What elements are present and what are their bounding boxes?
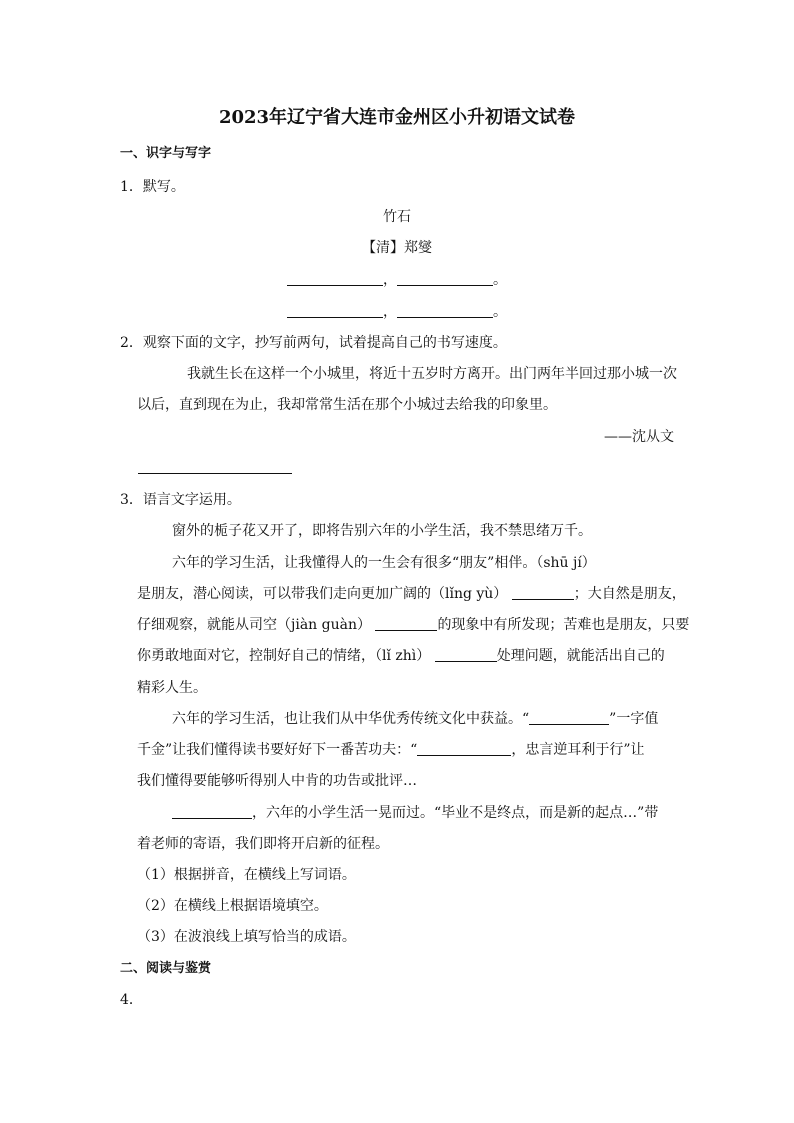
pinyin-answer-blank[interactable] <box>512 585 574 600</box>
context-answer-blank[interactable] <box>417 741 511 756</box>
q3-paragraph-3-line-1: 六年的学习生活，也让我们从中华优秀传统文化中获益。“ ”一字值 <box>172 711 659 727</box>
q3-paragraph-3-line-2: 千金”让我们懂得读书要好好下一番苦功夫：“ ，忠言逆耳利于行”让 <box>137 742 645 758</box>
q3-paragraph-2-line-1: 六年的学习生活，让我懂得人的一生会有很多“朋友”相伴。（shū jí） <box>172 555 596 571</box>
q3-paragraph-2-line-3: 仔细观察，就能从司空（jiàn guàn） 的现象中有所发现；苦难也是朋友，只要 <box>137 617 690 633</box>
answer-blank[interactable] <box>397 303 493 318</box>
poem-author: 【清】郑燮 <box>362 240 432 256</box>
q3-paragraph-4-line-1: ，六年的小学生活一晃而过。“毕业不是终点，而是新的起点…”带 <box>172 803 658 823</box>
context-answer-blank[interactable] <box>529 710 609 725</box>
poem-title: 竹石 <box>383 209 411 225</box>
q3-paragraph-4-line-2: 着老师的寄语，我们即将开启新的征程。 <box>137 836 389 852</box>
question-4-stem: 4． <box>120 992 143 1008</box>
pinyin-answer-blank[interactable] <box>435 647 497 662</box>
q3-subquestion-3: （3）在波浪线上填写恰当的成语。 <box>137 929 356 945</box>
answer-blank[interactable] <box>287 271 383 286</box>
section-heading-1: 一、识字与写字 <box>120 146 212 161</box>
copy-answer-line[interactable] <box>138 458 292 478</box>
answer-blank[interactable] <box>287 303 383 318</box>
question-1-stem: 1．默写。 <box>120 179 185 195</box>
answer-blank[interactable] <box>397 271 493 286</box>
q3-paragraph-2-line-5: 精彩人生。 <box>137 680 207 696</box>
q3-subquestion-2: （2）在横线上根据语境填空。 <box>137 898 328 914</box>
q3-paragraph-1: 窗外的栀子花又开了，即将告别六年的小学生活，我不禁思绪万千。 <box>172 523 592 539</box>
poem-answer-line-2: ， 。 <box>0 302 794 322</box>
page-title: 2023年辽宁省大连市金州区小升初语文试卷 <box>218 107 576 128</box>
q3-paragraph-3-line-3: 我们懂得要能够听得别人中肯的功告或批评… <box>137 773 417 789</box>
q3-paragraph-2-line-2: 是朋友，潜心阅读，可以带我们走向更加广阔的（lǐng yù） ；大自然是朋友， <box>137 586 686 602</box>
passage-line-1: 我就生长在这样一个小城里，将近十五岁时方离开。出门两年半回过那小城一次 <box>187 366 677 382</box>
question-2-stem: 2．观察下面的文字，抄写前两句，试着提高自己的书写速度。 <box>120 335 507 351</box>
section-heading-2: 二、阅读与鉴赏 <box>120 961 212 976</box>
question-3-stem: 3．语言文字运用。 <box>120 492 241 508</box>
passage-author: ——沈从文 <box>604 429 674 445</box>
passage-line-2: 以后，直到现在为止，我却常常生活在那个小城过去给我的印象里。 <box>137 397 557 413</box>
idiom-answer-blank[interactable] <box>172 804 252 819</box>
q3-paragraph-2-line-4: 你勇敢地面对它，控制好自己的情绪，（lǐ zhì） 处理问题，就能活出自己的 <box>137 648 665 664</box>
q3-subquestion-1: （1）根据拼音，在横线上写词语。 <box>137 867 356 883</box>
poem-answer-line-1: ， 。 <box>0 270 794 290</box>
answer-blank[interactable] <box>138 459 292 474</box>
pinyin-answer-blank[interactable] <box>375 616 437 631</box>
